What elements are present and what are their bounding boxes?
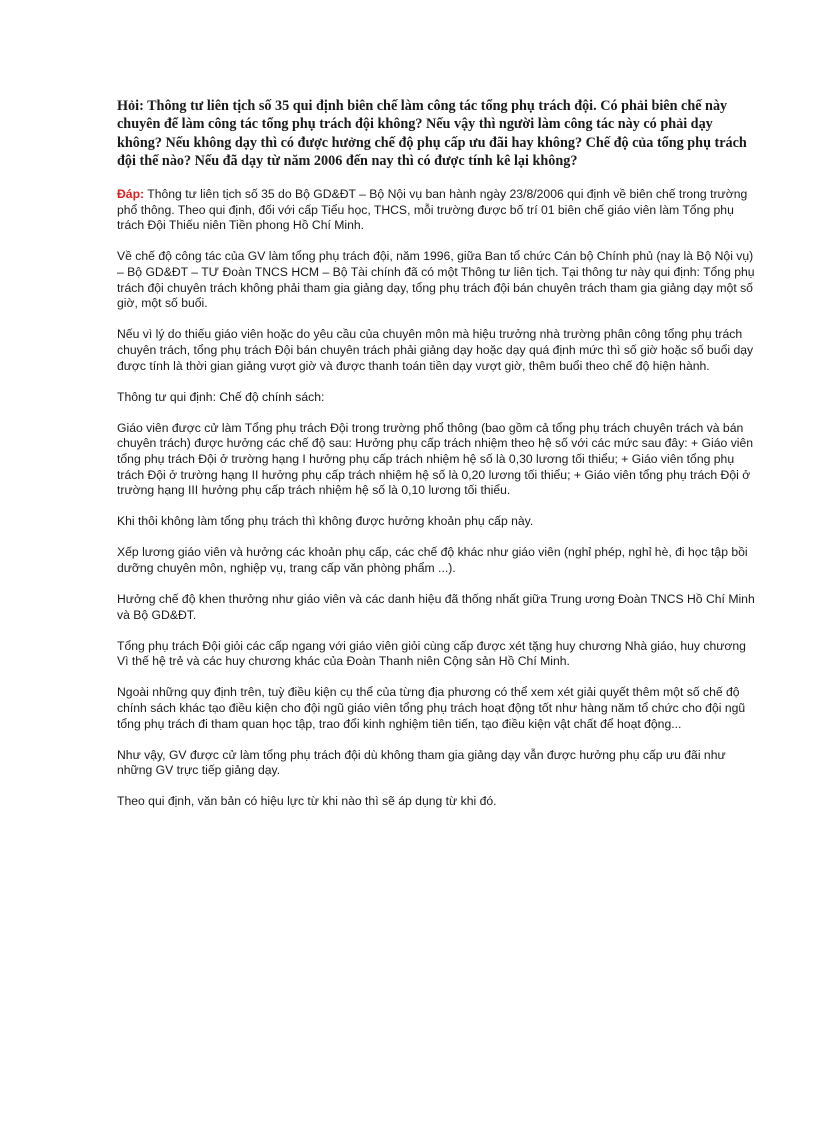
paragraph-work-regime: Về chế độ công tác của GV làm tổng phụ trách đội, năm 1996, giữa Ban tổ chức Cán bộ Chính phủ (nay là Bộ Nội vụ) – Bộ GD&ĐT – TƯ Đoàn TNCS HCM – Bộ Tài chính đã có một Thông tư liên tịch. Tại thông tư này qui định: Tổng phụ trách đội chuyên trách không phải tham gia giảng dạy, tổng phụ trách đội bán chuyên trách tham gia giảng dạy một số giờ, một số buổi. — [117, 249, 755, 311]
paragraph-allowance: Giáo viên được cử làm Tổng phụ trách Đội trong trường phổ thông (bao gồm cả tổng phụ trách chuyên trách và bán chuyên trách) được hưởng các chế độ sau: Hưởng phụ cấp trách nhiệm theo hệ số với các mức sau đây: + Giáo viên tổng phụ trách Đội ở trường hạng I hưởng phụ cấp trách nhiệm hệ số là 0,30 lương tối thiểu; + Giáo viên tổng phụ trách Đội ở trường hạng II hưởng phụ cấp trách nhiệm hệ số là 0,20 lương tối thiểu; + Giáo viên tổng phụ trách Đội ở trường hạng III hưởng phụ cấp trách nhiệm hệ số là 0,10 lương tối thiểu. — [117, 420, 754, 498]
paragraph-stop-allowance: Khi thôi không làm tổng phụ trách thì không được hưởng khoản phụ cấp này. — [117, 514, 534, 529]
paragraph-overtime: Nếu vì lý do thiếu giáo viên hoặc do yêu cầu của chuyên môn mà hiệu trưởng nhà trường phân công tổng phụ trách chuyên trách, tổng phụ trách Đội bán chuyên trách phải giảng dạy hoặc dạy quá định mức thì số giờ hoặc số buổi dạy được tính là thời gian giảng vượt giờ và được thanh toán tiền dạy vượt giờ, thêm buổi theo chế độ hiện hành. — [117, 327, 754, 373]
paragraph-medals: Tổng phụ trách Đội giỏi các cấp ngang với giáo viên giỏi cùng cấp được xét tặng huy chương Nhà giáo, huy chương Vì thế hệ trẻ và các huy chương khác của Đoàn Thanh niên Cộng sản Hồ Chí Minh. — [117, 638, 746, 669]
question-heading: Hỏi: Thông tư liên tịch số 35 qui định biên chế làm công tác tổng phụ trách đội. Có phải biên chế này chuyên để làm công tác tổng phụ trách đội không? Nếu vậy thì người làm công tác này có phải dạy không? Nếu không dạy thì có được hưởng chế độ phụ cấp ưu đãi hay không? Chế độ của tổng phụ trách đội thế nào? Nếu đã dạy từ năm 2006 đến nay thì có được tính kê lại không? — [117, 98, 747, 169]
document-page — [117, 97, 757, 825]
answer-label: Đáp: — [117, 187, 145, 202]
paragraph-policy-heading: Thông tư qui định: Chế độ chính sách: — [117, 389, 325, 404]
answer-paragraph — [117, 187, 757, 234]
paragraph-conclusion: Như vậy, GV được cử làm tổng phụ trách đội dù không tham gia giảng dạy vẫn được hưởng phụ cấp ưu đãi như những GV trực tiếp giảng dạy. — [117, 747, 726, 778]
paragraph-salary: Xếp lương giáo viên và hưởng các khoản phụ cấp, các chế độ khác như giáo viên (nghỉ phép, nghỉ hè, đi học tập bồi dưỡng chuyên môn, nghiệp vụ, trang cấp văn phòng phẩm ...). — [117, 545, 748, 575]
paragraph-local-policy: Ngoài những quy định trên, tuỳ điều kiện cụ thể của từng địa phương có thể xem xét giải quyết thêm một số chế độ chính sách khác tạo điều kiện cho đội ngũ giáo viên tổng phụ trách hoạt động tốt như hàng năm tổ chức cho đội ngũ tổng phụ trách đi tham quan học tập, trao đổi kinh nghiệm tiên tiến, tạo điều kiện vật chất để hoạt động... — [117, 685, 746, 731]
paragraph-effective-date: Theo qui định, văn bản có hiệu lực từ khi nào thì sẽ áp dụng từ khi đó. — [117, 794, 497, 809]
answer-text: Thông tư liên tịch số 35 do Bộ GD&ĐT – Bộ Nội vụ ban hành ngày 23/8/2006 qui định về biên chế trong trường phổ thông. Theo qui định, đối với cấp Tiểu học, THCS, mỗi trường được bố trí 01 biên chế giáo viên làm Tổng phụ trách Đội Thiếu niên Tiền phong Hồ Chí Minh. — [117, 187, 748, 233]
paragraph-reward: Hưởng chế độ khen thưởng như giáo viên và các danh hiệu đã thống nhất giữa Trung ương Đoàn TNCS Hồ Chí Minh và Bộ GD&ĐT. — [117, 591, 755, 622]
